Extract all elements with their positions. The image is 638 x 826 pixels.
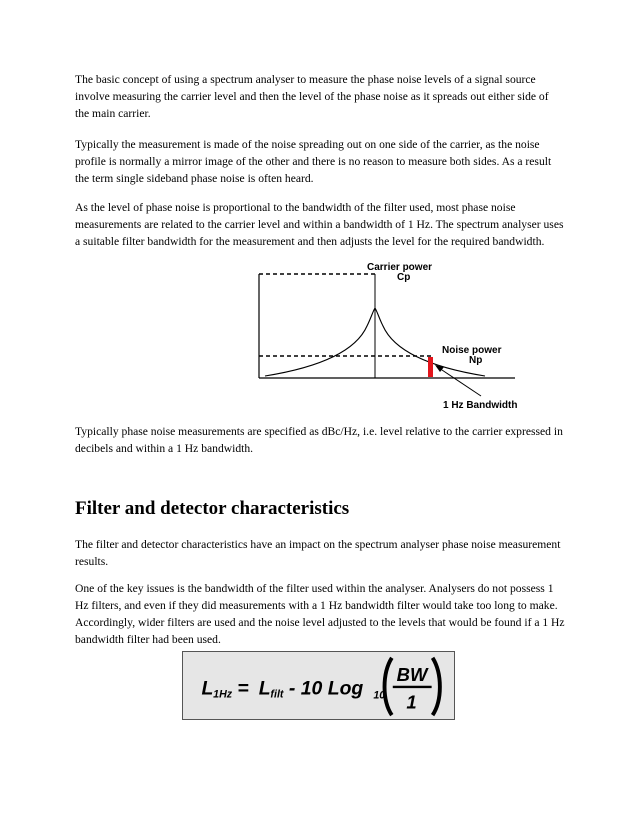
carrier-power-label: Carrier power [367,262,433,273]
formula-numerator: BW [396,664,428,686]
noise-power-symbol: Np [469,355,483,366]
paragraph-filter-impact: The filter and detector characteristics have an impact on the spectrum analyser phase noise measurement results. [75,538,561,568]
phase-noise-diagram [245,258,545,416]
paragraph-single-sideband: Typically the measurement is made of the noise spreading out on one side of the carrier, as the noise profile is normally a mirror image of the other and there is no reason to measure both sides. As a result the term single sideband phase noise is often heard. [75,138,552,185]
paragraph-concept: The basic concept of using a spectrum analyser to measure the phase noise levels of a signal source involve measuring the carrier level and then the level of the phase noise as it spreads out either side of the main carrier. [75,73,549,120]
right-paren [433,658,440,715]
formula-lhs: L [201,677,214,700]
noise-normalisation-formula [183,652,454,719]
paragraph-bandwidth: As the level of phase noise is proportional to the bandwidth of the filter used, most phase noise measurements are related to the carrier level and within a bandwidth of 1 Hz. The spectrum analyser uses a suitable filter bandwidth for the measurement and then adjusts the level for the required bandwidth. [75,201,564,248]
formula-log-base: 10 [373,689,386,702]
bandwidth-arrow [439,368,481,396]
formula-box [182,651,455,720]
formula-filter-term: L [258,677,271,700]
formula-denominator: 1 [406,691,417,713]
formula-filter-subscript: filt [270,688,284,701]
left-paren [385,658,392,715]
formula-equals: = [237,677,249,700]
formula-lhs-subscript: 1Hz [213,688,233,701]
bandwidth-label: 1 Hz Bandwidth [443,400,518,411]
formula-log-term: - 10 Log [288,677,364,700]
paragraph-filter-bandwidth: One of the key issues is the bandwidth of the filter used within the analyser. Analysers do not possess 1 Hz filters, and even if they did measurements with a 1 Hz bandwidth filter would take too long to make. Accordingly, wider filters are used and the noise level adjusted to the levels that would be found if a 1 Hz bandwidth filter had been used. [75,582,565,646]
paragraph-dbc: Typically phase noise measurements are specified as dBc/Hz, i.e. level relative to the carrier expressed in decibels and within a 1 Hz bandwidth. [75,425,563,455]
carrier-power-symbol: Cp [397,272,411,283]
section-heading: Filter and detector characteristics [75,498,350,519]
noise-power-label: Noise power [442,345,502,356]
bandwidth-marker [428,357,433,377]
